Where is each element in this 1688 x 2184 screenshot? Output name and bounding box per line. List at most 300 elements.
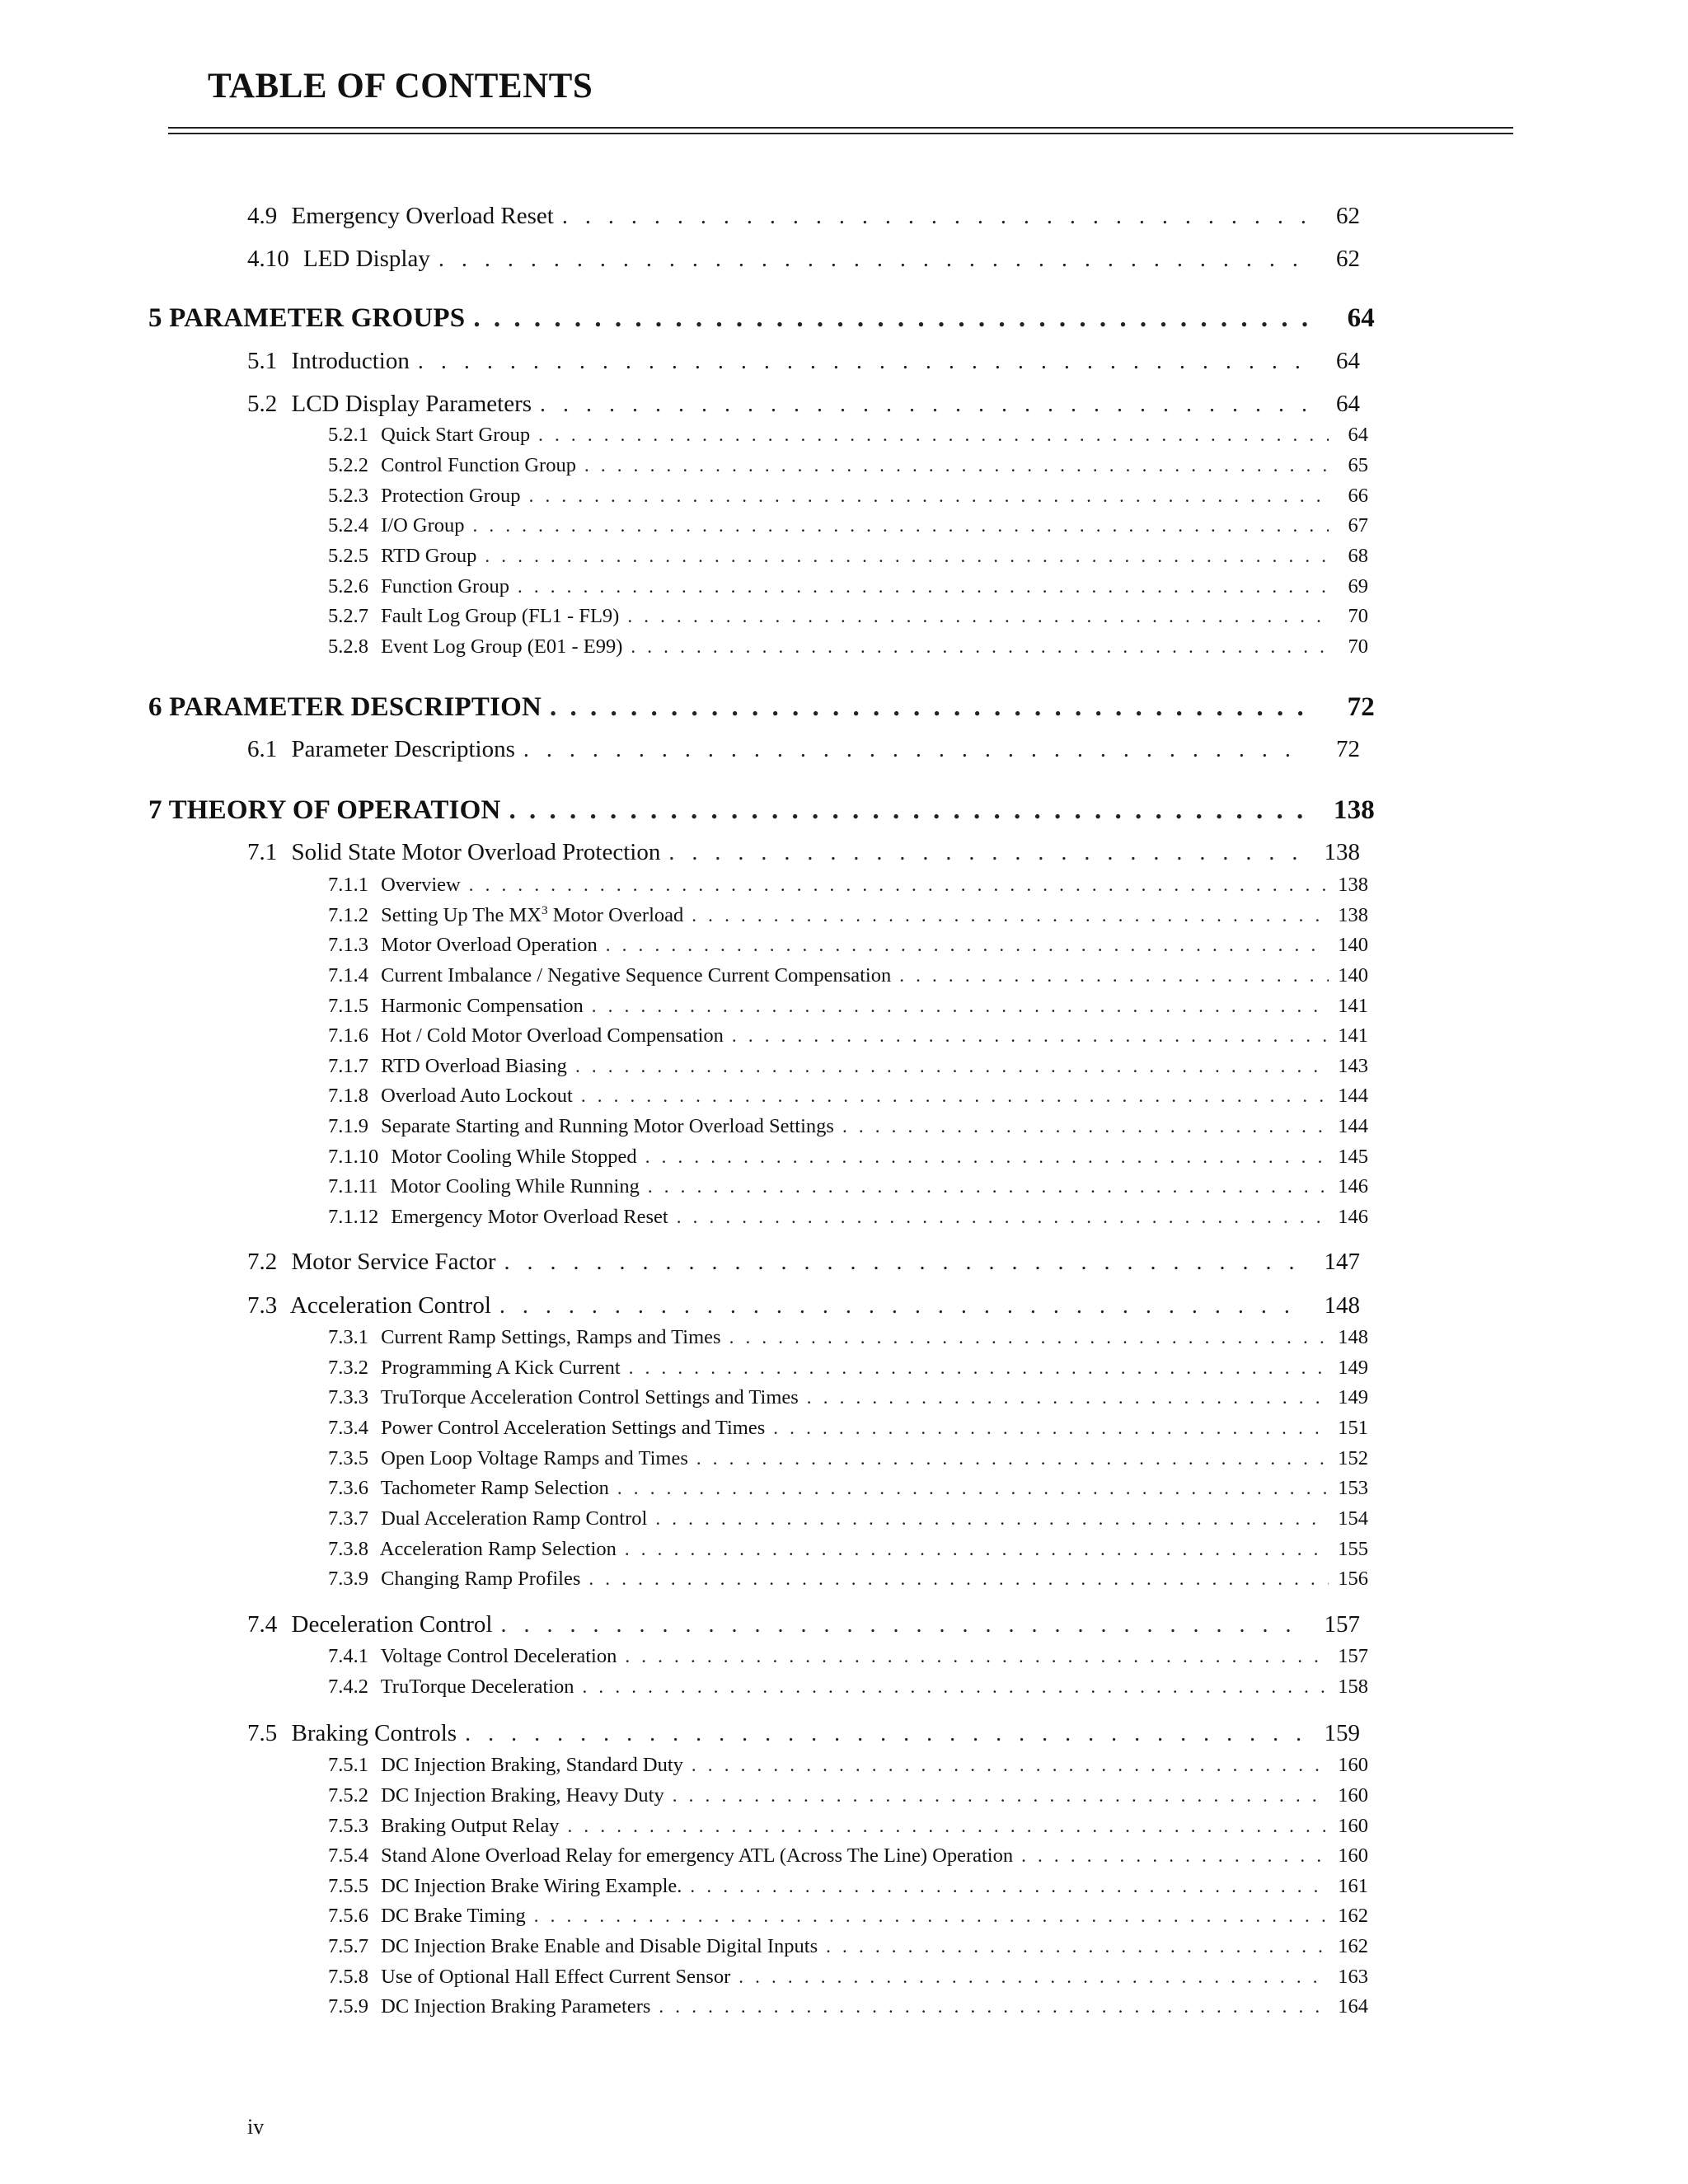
dot-leader	[625, 1539, 1329, 1560]
dot-leader	[568, 1816, 1329, 1837]
dot-leader	[550, 692, 1315, 723]
page-ref: 146	[1338, 1206, 1368, 1228]
toc-entry-7-5-9[interactable]	[328, 1995, 1368, 2018]
toc-entry-7-1-7[interactable]	[328, 1055, 1368, 1078]
section-number: 5.2.2	[328, 454, 368, 476]
page-ref: 72	[1347, 692, 1375, 722]
section-title: DC Injection Brake Wiring Example.	[381, 1875, 682, 1897]
toc-entry-label	[247, 1292, 499, 1319]
toc-entry-7-5-8[interactable]	[328, 1966, 1368, 1989]
section-title: RTD Group	[381, 545, 477, 567]
toc-entry-label	[247, 246, 438, 273]
section-number: 5.2.6	[328, 575, 368, 598]
section-title: Power Control Acceleration Settings and Times	[381, 1417, 766, 1439]
toc-entry-label	[328, 1206, 677, 1229]
page-number: iv	[247, 2115, 265, 2139]
section-title: Function Group	[381, 575, 509, 598]
section-number: 7.3.5	[328, 1447, 368, 1469]
section-title: I/O Group	[381, 514, 465, 537]
section-number: 7.1.7	[328, 1055, 368, 1077]
page-ref: 151	[1338, 1417, 1368, 1439]
section-number: 7.1.9	[328, 1115, 368, 1137]
toc-entry-label	[328, 1568, 588, 1591]
toc-entry-7-3[interactable]	[247, 1292, 1360, 1319]
section-number: 7.2	[247, 1249, 278, 1275]
section-title: Tachometer Ramp Selection	[380, 1477, 609, 1499]
toc-entry-6-1[interactable]	[247, 736, 1360, 763]
section-title: PARAMETER GROUPS	[169, 303, 466, 333]
toc-entry-7-3-5[interactable]	[328, 1447, 1368, 1470]
toc-entry-label	[328, 934, 606, 957]
section-title: LCD Display Parameters	[291, 391, 532, 417]
dot-leader	[465, 1721, 1306, 1747]
toc-entry-label	[247, 1249, 504, 1276]
dot-leader	[826, 1936, 1329, 1957]
dot-leader	[584, 455, 1329, 476]
section-number: 7.1.6	[328, 1024, 368, 1047]
toc-entry-7-1-2[interactable]	[328, 904, 1368, 927]
page-ref: 64	[1347, 303, 1375, 333]
toc-entry-5-2[interactable]	[247, 391, 1360, 418]
section-title: Motor Cooling While Stopped	[391, 1146, 637, 1168]
toc-entry-label	[328, 1844, 1021, 1868]
section-number: 7.5.6	[328, 1905, 368, 1927]
toc-entry-7-1-9[interactable]	[328, 1115, 1368, 1138]
toc-entry-5-2-6[interactable]	[328, 575, 1368, 598]
section-title: TruTorque Deceleration	[380, 1675, 574, 1698]
page-ref: 153	[1338, 1477, 1368, 1499]
toc-entry-label	[247, 839, 668, 866]
toc-entry-label	[328, 605, 627, 628]
page-ref: 143	[1338, 1055, 1368, 1077]
toc-entry-7-1-4[interactable]	[328, 964, 1368, 987]
section-number: 7.5.7	[328, 1935, 368, 1957]
section-title: DC Injection Braking, Standard Duty	[381, 1754, 683, 1776]
page-ref: 158	[1338, 1675, 1368, 1698]
section-title: Emergency Overload Reset	[291, 203, 554, 229]
toc-entry-label	[328, 1447, 696, 1470]
toc-entry-label	[328, 904, 692, 927]
section-title: Solid State Motor Overload Protection	[291, 839, 661, 865]
toc-entry-label	[328, 1055, 575, 1078]
toc-entry-label	[328, 1357, 629, 1380]
page-ref: 149	[1338, 1357, 1368, 1379]
dot-leader	[485, 546, 1329, 567]
section-title: Control Function Group	[381, 454, 576, 476]
toc-entry-7-3-1[interactable]	[328, 1326, 1368, 1349]
toc-entry-7-1-5[interactable]	[328, 995, 1368, 1018]
dot-leader	[690, 1876, 1329, 1897]
section-title: DC Injection Braking, Heavy Duty	[381, 1784, 664, 1807]
dot-leader	[581, 1085, 1329, 1107]
toc-entry-7-5-5[interactable]	[328, 1875, 1368, 1898]
section-number: 7.5.2	[328, 1784, 368, 1807]
section-title: Changing Ramp Profiles	[381, 1568, 581, 1590]
section-title: THEORY OF OPERATION	[168, 795, 501, 825]
section-number: 7.1.12	[328, 1206, 379, 1228]
page-ref: 65	[1348, 454, 1368, 476]
section-number: 5.2.1	[328, 424, 368, 446]
toc-entry-label	[328, 1085, 581, 1108]
section-title: Dual Acceleration Ramp Control	[381, 1507, 648, 1530]
section-number: 7.5	[247, 1720, 278, 1746]
section-number: 7.3.8	[328, 1538, 368, 1560]
dot-leader	[473, 515, 1329, 537]
section-title: Braking Controls	[291, 1720, 457, 1746]
dot-leader	[504, 1249, 1306, 1276]
toc-entry-7-5-1[interactable]	[328, 1754, 1368, 1777]
toc-entry-label	[328, 1417, 773, 1440]
toc-entry-label	[328, 1477, 617, 1500]
page-ref: 66	[1348, 485, 1368, 507]
toc-entry-label	[328, 1784, 673, 1807]
section-title: Acceleration Ramp Selection	[379, 1538, 617, 1560]
toc-entry-label	[247, 736, 523, 763]
toc-entry-label	[328, 1538, 625, 1561]
dot-leader	[631, 636, 1329, 658]
section-number: 7.4.1	[328, 1645, 368, 1667]
section-title: PARAMETER DESCRIPTION	[169, 692, 542, 722]
toc-entry-7-2[interactable]	[247, 1249, 1360, 1276]
toc-entry-7-4-2[interactable]	[328, 1675, 1368, 1699]
toc-entry-4-10[interactable]	[247, 246, 1360, 273]
section-number: 7.3.4	[328, 1417, 368, 1439]
dot-leader	[592, 996, 1329, 1017]
section-number: 5.2.4	[328, 514, 368, 537]
section-number: 7.3.3	[328, 1386, 368, 1408]
toc-entry-label	[328, 874, 469, 897]
toc-entry-7-1-6[interactable]	[328, 1024, 1368, 1047]
toc-entry-5-1[interactable]	[247, 348, 1360, 375]
toc-entry-7-4[interactable]	[247, 1611, 1360, 1638]
section-title: TruTorque Acceleration Control Settings and Times	[380, 1386, 799, 1408]
section-number: 5	[148, 303, 162, 333]
page-ref: 138	[1324, 839, 1360, 865]
toc-entry-5[interactable]	[148, 303, 1375, 334]
toc-entry-label	[328, 1675, 583, 1699]
page-ref: 148	[1324, 1292, 1360, 1319]
section-title: Current Ramp Settings, Ramps and Times	[381, 1326, 721, 1348]
toc-entry-label	[328, 424, 538, 447]
section-title: Parameter Descriptions	[291, 736, 515, 762]
dot-leader	[899, 965, 1329, 987]
toc-entry-label	[148, 795, 509, 826]
toc-entry-label	[328, 1024, 732, 1047]
toc-entry-5-2-8[interactable]	[328, 635, 1368, 658]
toc-entry-label	[328, 545, 485, 568]
section-title: DC Injection Braking Parameters	[381, 1995, 651, 2018]
section-number: 7.3.9	[328, 1568, 368, 1590]
section-title: Deceleration Control	[291, 1611, 493, 1638]
dot-leader	[499, 1293, 1306, 1319]
dot-leader	[692, 1755, 1329, 1776]
page-ref: 144	[1338, 1115, 1368, 1137]
section-number: 5.2.5	[328, 545, 368, 567]
section-number: 7.4	[247, 1611, 278, 1638]
toc-entry-label	[247, 391, 540, 418]
section-number: 7.1.1	[328, 874, 368, 896]
section-number: 7.1.5	[328, 995, 368, 1017]
toc-entry-5-2-7[interactable]	[328, 605, 1368, 628]
dot-leader	[655, 1508, 1329, 1530]
dot-leader	[538, 424, 1329, 446]
toc-entry-label	[328, 1875, 690, 1898]
dot-leader	[732, 1025, 1329, 1047]
page-ref: 62	[1336, 246, 1360, 272]
toc-entry-7-1-3[interactable]	[328, 934, 1368, 957]
dot-leader	[606, 935, 1329, 956]
page-ref: 157	[1324, 1611, 1360, 1638]
section-title: Hot / Cold Motor Overload Compensation	[381, 1024, 724, 1047]
toc-entry-label	[328, 514, 473, 537]
toc-entry-label	[328, 1905, 534, 1928]
dot-leader	[523, 737, 1306, 763]
toc-entry-7-1-10[interactable]	[328, 1146, 1368, 1169]
page-ref: 67	[1348, 514, 1368, 537]
section-title: Voltage Control Deceleration	[380, 1645, 617, 1667]
section-title: Current Imbalance / Negative Sequence Current Compensation	[381, 964, 892, 987]
section-title: Programming A Kick Current	[381, 1357, 621, 1379]
page-ref: 155	[1338, 1538, 1368, 1560]
section-number: 7.1.8	[328, 1085, 368, 1107]
toc-entry-label	[148, 692, 550, 723]
toc-entry-label	[247, 1611, 501, 1638]
toc-entry-label	[328, 1995, 659, 2018]
toc-entry-7-1-12[interactable]	[328, 1206, 1368, 1229]
page-ref: 141	[1338, 1024, 1368, 1047]
section-number: 5.1	[247, 348, 278, 374]
toc-entry-7-3-8[interactable]	[328, 1538, 1368, 1561]
dot-leader	[625, 1646, 1329, 1667]
dot-leader	[562, 204, 1306, 230]
toc-entry-7-5-4[interactable]	[328, 1844, 1368, 1868]
toc-entry-label	[328, 1507, 655, 1530]
section-number: 7.1.2	[328, 904, 368, 926]
section-number: 7.5.9	[328, 1995, 368, 2018]
page-ref: 146	[1338, 1175, 1368, 1197]
page-ref: 140	[1338, 964, 1368, 987]
dot-leader	[540, 391, 1306, 418]
section-number: 7.1.11	[328, 1175, 378, 1197]
toc-entry-5-2-3[interactable]	[328, 485, 1368, 508]
section-number: 4.9	[247, 203, 278, 229]
toc-entry-label	[328, 1326, 729, 1349]
superscript: 3	[542, 902, 548, 917]
dot-leader	[438, 246, 1306, 273]
toc-entry-label	[328, 1146, 645, 1169]
page-ref: 160	[1338, 1844, 1368, 1867]
page-ref: 141	[1338, 995, 1368, 1017]
toc-entry-label	[328, 1386, 807, 1409]
dot-leader	[588, 1568, 1329, 1590]
dot-leader	[668, 840, 1306, 866]
page-ref: 164	[1338, 1995, 1368, 2018]
toc-entry-label	[328, 964, 899, 987]
toc-entry-7-3-9[interactable]	[328, 1568, 1368, 1591]
dot-leader	[696, 1448, 1329, 1469]
dot-leader	[677, 1207, 1329, 1228]
dot-leader	[807, 1387, 1329, 1408]
toc-entry-label	[328, 454, 584, 477]
page-ref: 70	[1348, 635, 1368, 658]
page-ref: 138	[1338, 904, 1368, 926]
section-number: 7.5.8	[328, 1966, 368, 1988]
toc-entry-7-3-4[interactable]	[328, 1417, 1368, 1440]
toc-entry-7-3-7[interactable]	[328, 1507, 1368, 1530]
dot-leader	[627, 606, 1329, 627]
toc-entry-7-5-7[interactable]	[328, 1935, 1368, 1958]
page-ref: 64	[1336, 391, 1360, 417]
dot-leader	[738, 1966, 1329, 1988]
dot-leader	[692, 905, 1329, 926]
dot-leader	[1021, 1845, 1329, 1867]
page-ref: 160	[1338, 1815, 1368, 1837]
toc-entry-4-9[interactable]	[247, 203, 1360, 230]
page-ref: 163	[1338, 1966, 1368, 1988]
section-title: Motor Cooling While Running	[390, 1175, 640, 1197]
toc-entry-7-1-11[interactable]	[328, 1175, 1368, 1198]
page-ref: 145	[1338, 1146, 1368, 1168]
page-ref: 68	[1348, 545, 1368, 567]
page-ref: 154	[1338, 1507, 1368, 1530]
section-number: 4.10	[247, 246, 289, 272]
section-title: Separate Starting and Running Motor Overload Settings	[381, 1115, 834, 1137]
section-title: Setting Up The $MX^3$ Motor Overload	[381, 902, 684, 926]
dot-leader	[629, 1357, 1329, 1379]
section-title: Protection Group	[381, 485, 521, 507]
section-title: Overview	[381, 874, 461, 896]
section-title: Emergency Motor Overload Reset	[391, 1206, 668, 1228]
toc-entry-label	[328, 575, 518, 598]
page-ref: 70	[1348, 605, 1368, 627]
page-ref: 162	[1338, 1905, 1368, 1927]
dot-leader	[509, 795, 1315, 826]
toc-entry-7-3-3[interactable]	[328, 1386, 1368, 1409]
section-number: 6	[148, 692, 162, 722]
dot-leader	[617, 1478, 1329, 1499]
toc-entry-7-5-2[interactable]	[328, 1784, 1368, 1807]
toc-entry-7-5-3[interactable]	[328, 1815, 1368, 1838]
section-number: 7.3.1	[328, 1326, 368, 1348]
page-ref: 157	[1338, 1645, 1368, 1667]
section-title: Overload Auto Lockout	[381, 1085, 573, 1107]
page-ref: 159	[1324, 1720, 1360, 1746]
toc-entry-label	[247, 348, 418, 375]
section-title: Motor Overload Operation	[381, 934, 598, 956]
page-ref: 69	[1348, 575, 1368, 598]
page-ref: 149	[1338, 1386, 1368, 1408]
page-ref: 148	[1338, 1326, 1368, 1348]
toc-entry-5-2-1[interactable]	[328, 424, 1368, 447]
toc-entry-label	[328, 635, 631, 658]
section-title: DC Injection Brake Enable and Disable Digital Inputs	[381, 1935, 818, 1957]
section-number: 5.2.8	[328, 635, 368, 658]
dot-leader	[469, 874, 1329, 896]
toc-entry-7-5-6[interactable]	[328, 1905, 1368, 1928]
toc-entry-5-2-4[interactable]	[328, 514, 1368, 537]
section-title: Stand Alone Overload Relay for emergency ATL (Across The Line) Operation	[381, 1844, 1014, 1867]
dot-leader	[773, 1418, 1329, 1439]
page-ref: 64	[1336, 348, 1360, 374]
section-title: DC Brake Timing	[381, 1905, 526, 1927]
toc-entry-label	[148, 303, 473, 334]
dot-leader	[501, 1612, 1306, 1638]
dot-leader	[583, 1676, 1329, 1698]
toc-entry-7-1-8[interactable]	[328, 1085, 1368, 1108]
toc-entry-7-1-1[interactable]	[328, 874, 1368, 897]
section-number: 7.1.3	[328, 934, 368, 956]
dot-leader	[673, 1785, 1329, 1807]
toc-entry-7-5[interactable]	[247, 1720, 1360, 1747]
section-number: 5.2.3	[328, 485, 368, 507]
dot-leader	[418, 349, 1306, 375]
page-ref: 144	[1338, 1085, 1368, 1107]
section-number: 7.3	[247, 1292, 278, 1319]
toc-entry-7-3-6[interactable]	[328, 1477, 1368, 1500]
toc-entry-label	[328, 1645, 625, 1668]
toc-entry-label	[247, 203, 562, 230]
toc-entry-5-2-2[interactable]	[328, 454, 1368, 477]
section-number: 7.5.4	[328, 1844, 368, 1867]
section-title: Fault Log Group (FL1 - FL9)	[381, 605, 620, 627]
page-ref: 138	[1338, 874, 1368, 896]
section-number: 7.3.6	[328, 1477, 368, 1499]
page-ref: 140	[1338, 934, 1368, 956]
toc-entry-6[interactable]	[148, 692, 1375, 723]
toc-entry-label	[328, 995, 592, 1018]
section-number: 7.5.5	[328, 1875, 368, 1897]
toc-entry-7[interactable]	[148, 795, 1375, 826]
page-ref: 147	[1324, 1249, 1360, 1275]
section-title: Event Log Group (E01 - E99)	[381, 635, 623, 658]
section-number: 6.1	[247, 736, 278, 762]
dot-leader	[648, 1176, 1329, 1197]
page-ref: 161	[1338, 1875, 1368, 1897]
page-ref: 160	[1338, 1754, 1368, 1776]
page-ref: 156	[1338, 1568, 1368, 1590]
section-number: 5.2.7	[328, 605, 368, 627]
section-title: Braking Output Relay	[381, 1815, 560, 1837]
toc-entry-label	[328, 1935, 826, 1958]
section-number: 7.3.7	[328, 1507, 368, 1530]
dot-leader	[518, 576, 1329, 598]
dot-leader	[534, 1905, 1329, 1927]
toc-entry-label	[328, 1754, 692, 1777]
section-number: 7.3.2	[328, 1357, 368, 1379]
page-ref: 160	[1338, 1784, 1368, 1807]
page-title: TABLE OF CONTENTS	[208, 67, 593, 105]
toc-entry-5-2-5[interactable]	[328, 545, 1368, 568]
section-title: Harmonic Compensation	[381, 995, 584, 1017]
dot-leader	[659, 1996, 1329, 2018]
section-number: 7.1	[247, 839, 278, 865]
dot-leader	[645, 1146, 1329, 1168]
page-ref: 162	[1338, 1935, 1368, 1957]
dot-leader	[575, 1056, 1329, 1077]
section-title: RTD Overload Biasing	[381, 1055, 567, 1077]
section-number: 7.4.2	[328, 1675, 368, 1698]
page-ref: 62	[1336, 203, 1360, 229]
toc-entry-label	[328, 1966, 738, 1989]
page-ref: 152	[1338, 1447, 1368, 1469]
toc-entry-7-3-2[interactable]	[328, 1357, 1368, 1380]
toc-entry-7-1[interactable]	[247, 839, 1360, 866]
page-ref: 138	[1333, 795, 1375, 825]
section-number: 7.5.1	[328, 1754, 368, 1776]
toc-entry-7-4-1[interactable]	[328, 1645, 1368, 1668]
dot-leader	[729, 1327, 1329, 1348]
section-number: 7	[148, 795, 162, 825]
